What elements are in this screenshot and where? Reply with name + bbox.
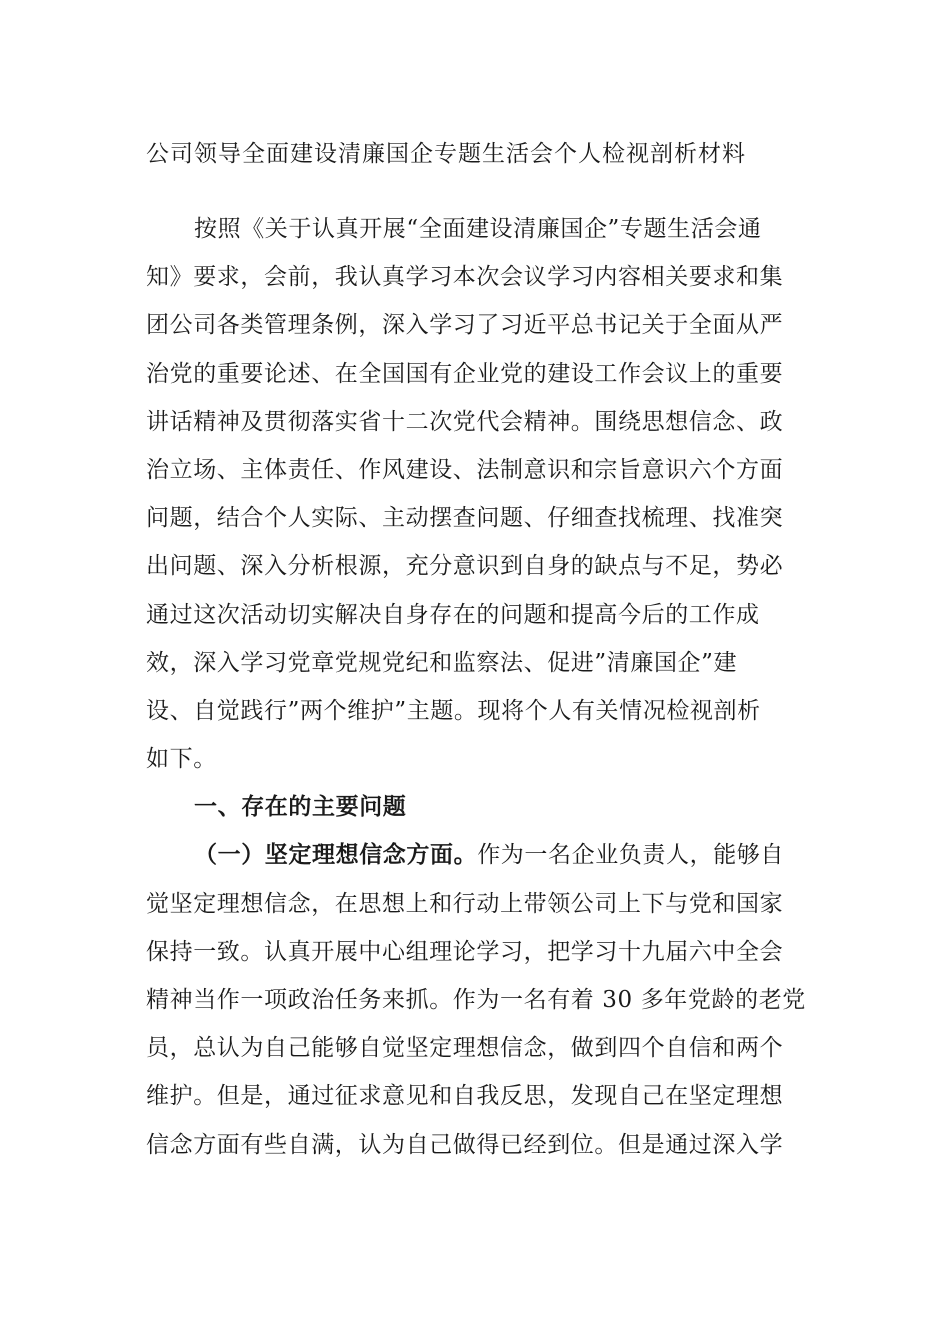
intro-line: 治党的重要论述、在全国国有企业党的建设工作会议上的重要 <box>146 360 784 387</box>
document-body <box>146 205 806 1169</box>
intro-line: 设、自觉践行”两个维护”主题。现将个人有关情况检视剖析 <box>146 697 761 724</box>
subsection-line: 信念方面有些自满，认为自己做得已经到位。但是通过深入学 <box>146 1131 784 1158</box>
section-heading: 一、存在的主要问题 <box>194 793 407 821</box>
subsection-line: 员，总认为自己能够自觉坚定理想信念，做到四个自信和两个 <box>146 1035 784 1062</box>
subsection-first-line <box>146 831 806 879</box>
intro-line: 问题，结合个人实际、主动摆查问题、仔细查找梳理、找准突 <box>146 505 784 532</box>
intro-line: 如下。 <box>146 746 217 773</box>
document-title: 公司领导全面建设清廉国企专题生活会个人检视剖析材料 <box>146 141 746 167</box>
intro-line: 按照《关于认真开展“全面建设清廉国企”专题生活会通 <box>194 216 762 242</box>
subsection-line: 觉坚定理想信念，在思想上和行动上带领公司上下与党和国家 <box>146 890 784 917</box>
subsection-line: 保持一致。认真开展中心组理论学习，把学习十九届六中全会 <box>146 938 784 965</box>
intro-line: 知》要求，会前，我认真学习本次会议学习内容相关要求和集 <box>146 264 784 291</box>
intro-line: 效，深入学习党章党规党纪和监察法、促进”清廉国企”建 <box>146 649 738 676</box>
subsection-line: 精神当作一项政治任务来抓。作为一名有着 30 多年党龄的老党 <box>146 987 806 1013</box>
subsection-text: 作为一名企业负责人，能够自 <box>477 842 785 869</box>
subsection-heading: （一）坚定理想信念方面。 <box>194 841 478 869</box>
intro-line: 团公司各类管理条例，深入学习了习近平总书记关于全面从严 <box>146 312 784 339</box>
intro-line: 通过这次活动切实解决自身存在的问题和提高今后的工作成 <box>146 601 760 628</box>
intro-line: 治立场、主体责任、作风建设、法制意识和宗旨意识六个方面 <box>146 456 784 483</box>
intro-line: 出问题、深入分析根源，充分意识到自身的缺点与不足，势必 <box>146 553 784 580</box>
intro-line: 讲话精神及贯彻落实省十二次党代会精神。围绕思想信念、政 <box>146 408 784 435</box>
subsection-line: 维护。但是，通过征求意见和自我反思，发现自己在坚定理想 <box>146 1083 784 1110</box>
